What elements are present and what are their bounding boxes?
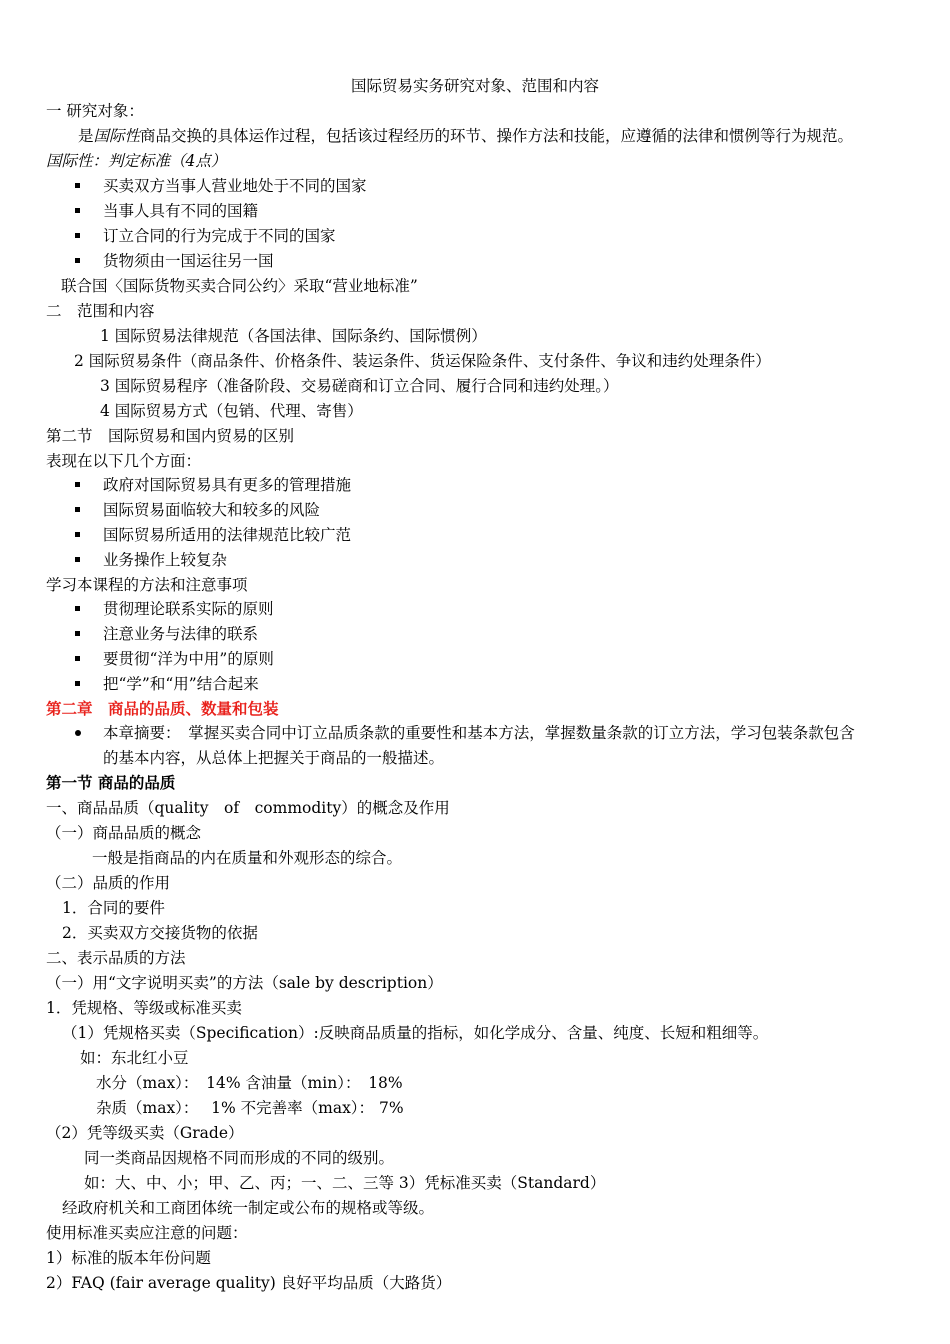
criteria-heading: 国际性：判定标准（4点）	[46, 152, 227, 170]
bullet-square-icon	[75, 557, 80, 562]
text-line: 一、商品品质（quality of commodity）的概念及作用	[46, 799, 450, 817]
list-item: 国际贸易所适用的法律规范比较广范	[103, 526, 352, 544]
bullet-dot-icon	[75, 730, 81, 736]
paragraph-text-start: 是	[78, 127, 94, 145]
aspects-intro: 表现在以下几个方面：	[46, 452, 202, 470]
text-line: 二、表示品质的方法	[46, 949, 186, 967]
scope-item: 2 国际贸易条件（商品条件、价格条件、装运条件、货运保险条件、支付条件、争议和违约处理条件）	[74, 352, 771, 370]
text-line: 1．凭规格、等级或标准买卖	[46, 999, 242, 1017]
bullet-square-icon	[75, 656, 80, 661]
section-heading-differences: 第二节 国际贸易和国内贸易的区别	[46, 427, 295, 445]
section-heading-research-object: 一 研究对象：	[46, 102, 144, 120]
text-line: 1．合同的要件	[62, 899, 165, 917]
text-line: 一般是指商品的内在质量和外观形态的综合。	[92, 849, 403, 867]
text-line: 如：大、中、小；甲、乙、丙；一、二、三等 3）凭标准买卖（Standard）	[84, 1174, 606, 1192]
text-line: 2）FAQ (fair average quality) 良好平均品质（大路货）	[46, 1274, 452, 1292]
text-line: （2）凭等级买卖（Grade）	[46, 1124, 244, 1142]
text-line: 如：东北红小豆	[80, 1049, 189, 1067]
list-item: 买卖双方当事人营业地处于不同的国家	[103, 177, 367, 195]
section-heading-quality: 第一节 商品的品质	[46, 773, 176, 792]
bullet-square-icon	[75, 208, 80, 213]
text-line: 使用标准买卖应注意的问题：	[46, 1224, 248, 1242]
bullet-square-icon	[75, 606, 80, 611]
text-line: （一）用“文字说明买卖”的方法（sale by description）	[46, 974, 443, 992]
list-item: 货物须由一国运往另一国	[103, 252, 274, 270]
list-item: 贯彻理论联系实际的原则	[103, 600, 274, 618]
scope-item: 1 国际贸易法律规范（各国法律、国际条约、国际惯例）	[100, 327, 487, 345]
text-line: 杂质（max）： 1% 不完善率（max）： 7%	[96, 1099, 404, 1117]
list-item: 订立合同的行为完成于不同的国家	[103, 227, 336, 245]
list-item: 要贯彻“洋为中用”的原则	[103, 650, 274, 668]
list-item: 政府对国际贸易具有更多的管理措施	[103, 476, 352, 494]
chapter-summary-line: 的基本内容，从总体上把握关于商品的一般描述。	[103, 749, 445, 767]
text-line: 水分（max）： 14% 含油量（min）： 18%	[96, 1074, 403, 1092]
text-line: （1）凭规格买卖（Specification）:反映商品质量的指标，如化学成分、含量、纯度、长短和粗细等。	[62, 1024, 769, 1042]
text-line: 1）标准的版本年份问题	[46, 1249, 211, 1267]
chapter-summary-line: 本章摘要： 掌握买卖合同中订立品质条款的重要性和基本方法，掌握数量条款的订立方法，学习包装条款包含	[103, 724, 855, 742]
text-line: （二）品质的作用	[46, 874, 171, 892]
bullet-square-icon	[75, 183, 80, 188]
bullet-square-icon	[75, 507, 80, 512]
text-line: （一）商品品质的概念	[46, 824, 202, 842]
bullet-square-icon	[75, 532, 80, 537]
section-heading-scope: 二 范围和内容	[46, 302, 155, 320]
section-heading-method: 学习本课程的方法和注意事项	[46, 576, 248, 594]
text-line: 经政府机关和工商团体统一制定或公布的规格或等级。	[62, 1199, 435, 1217]
bullet-square-icon	[75, 681, 80, 686]
list-item: 业务操作上较复杂	[103, 551, 228, 569]
text-line: 2．买卖双方交接货物的依据	[62, 924, 258, 942]
text-line: 同一类商品因规格不同而形成的不同的级别。	[84, 1149, 395, 1167]
scope-item: 3 国际贸易程序（准备阶段、交易磋商和订立合同、履行合同和违约处理。）	[100, 377, 619, 395]
paragraph-text-rest: 商品交换的具体运作过程，包括该过程经历的环节、操作方法和技能，应遵循的法律和惯例等行为规范。	[140, 127, 854, 145]
bullet-square-icon	[75, 482, 80, 487]
list-item: 国际贸易面临较大和较多的风险	[103, 501, 321, 519]
un-convention-note: 联合国〈国际货物买卖合同公约〉采取“营业地标准”	[61, 277, 418, 295]
paragraph-italic-term: 国际性	[93, 127, 141, 145]
bullet-square-icon	[75, 233, 80, 238]
research-object-paragraph	[78, 124, 853, 148]
page-title: 国际贸易实务研究对象、范围和内容	[350, 77, 599, 95]
bullet-square-icon	[75, 258, 80, 263]
scope-item: 4 国际贸易方式（包销、代理、寄售）	[100, 402, 363, 420]
list-item: 把“学”和“用”结合起来	[103, 675, 259, 693]
list-item: 当事人具有不同的国籍	[103, 202, 259, 220]
bullet-square-icon	[75, 631, 80, 636]
chapter-heading: 第二章 商品的品质、数量和包装	[46, 699, 279, 718]
list-item: 注意业务与法律的联系	[103, 625, 259, 643]
